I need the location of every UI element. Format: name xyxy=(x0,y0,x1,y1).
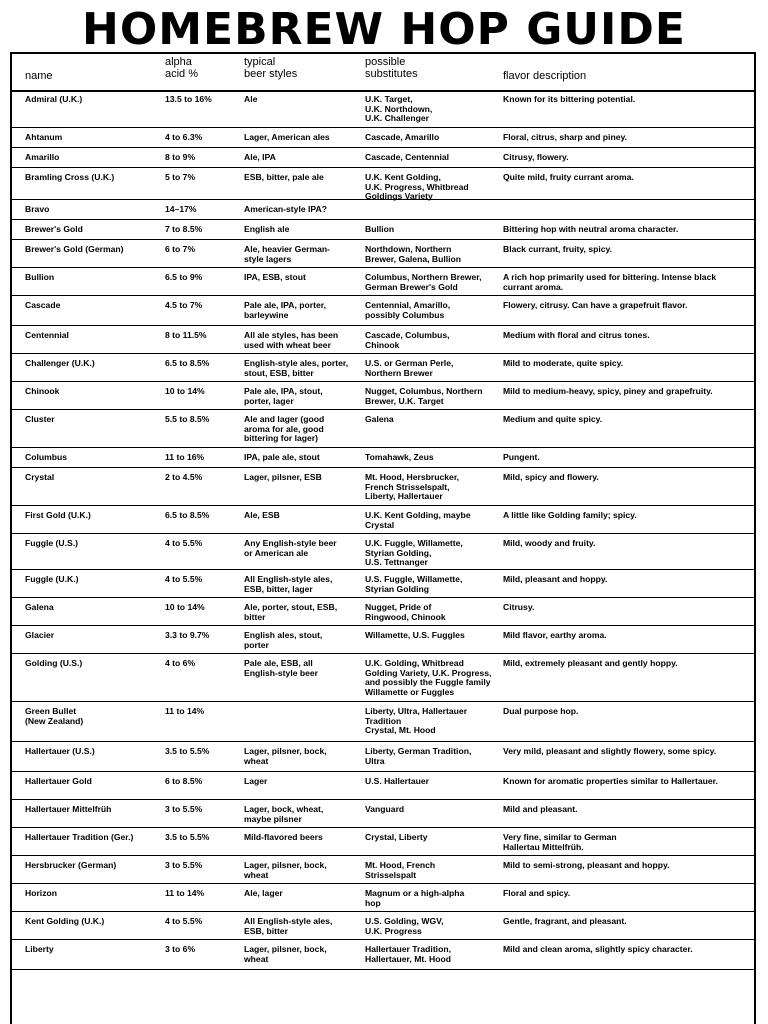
row-alpha: 3 to 6% xyxy=(165,944,196,954)
row-name: Bravo xyxy=(25,204,50,214)
row-alpha: 6 to 7% xyxy=(165,244,196,254)
row-styles: Any English-style beer or American ale xyxy=(244,538,337,558)
row-substitutes: U.S. Fuggle, Willamette, Styrian Golding xyxy=(365,574,463,594)
row-name: Horizon xyxy=(25,888,57,898)
table-row xyxy=(12,828,754,856)
row-alpha: 7 to 8.5% xyxy=(165,224,203,234)
row-substitutes: Mt. Hood, Hersbrucker, French Strisselspalt, Liberty, Hallertauer xyxy=(365,472,460,501)
row-substitutes: Cascade, Centennial xyxy=(365,152,450,162)
row-alpha: 3.3 to 9.7% xyxy=(165,630,210,640)
row-flavor: Mild and clean aroma, slightly spicy character. xyxy=(503,944,693,954)
row-substitutes: U.S. Hallertauer xyxy=(365,776,429,786)
row-flavor: Floral, citrus, sharp and piney. xyxy=(503,132,628,142)
table-row xyxy=(12,506,754,534)
row-alpha: 3.5 to 5.5% xyxy=(165,832,210,842)
row-styles: Lager, pilsner, ESB xyxy=(244,472,322,482)
row-substitutes: Columbus, Northern Brewer, German Brewer's Gold xyxy=(365,272,482,292)
table-row xyxy=(12,90,754,128)
row-alpha: 4 to 5.5% xyxy=(165,916,203,926)
row-flavor: Quite mild, fruity currant aroma. xyxy=(503,172,634,182)
row-alpha: 4 to 5.5% xyxy=(165,574,203,584)
row-name: Green Bullet (New Zealand) xyxy=(25,706,84,726)
row-substitutes: U.K. Fuggle, Willamette, Styrian Golding, U.S. Tettnanger xyxy=(365,538,463,567)
row-name: Challenger (U.K.) xyxy=(25,358,95,368)
table-row xyxy=(12,626,754,654)
row-name: Brewer's Gold (German) xyxy=(25,244,124,254)
row-styles: ESB, bitter, pale ale xyxy=(244,172,324,182)
row-alpha: 6.5 to 8.5% xyxy=(165,510,210,520)
row-flavor: Flowery, citrusy. Can have a grapefruit flavor. xyxy=(503,300,688,310)
row-alpha: 11 to 14% xyxy=(165,888,205,898)
row-name: Hallertauer Mittelfrüh xyxy=(25,804,112,814)
row-styles: Lager, pilsner, bock, wheat xyxy=(244,860,327,880)
row-alpha: 5.5 to 8.5% xyxy=(165,414,210,424)
row-styles: English ale xyxy=(244,224,290,234)
table-row xyxy=(12,168,754,200)
row-flavor: Known for aromatic properties similar to Hallertauer. xyxy=(503,776,718,786)
row-styles: Ale, ESB xyxy=(244,510,280,520)
row-substitutes: Willamette, U.S. Fuggles xyxy=(365,630,465,640)
row-substitutes: Northdown, Northern Brewer, Galena, Bullion xyxy=(365,244,461,264)
row-flavor: Known for its bittering potential. xyxy=(503,94,636,104)
row-styles: Lager xyxy=(244,776,268,786)
row-alpha: 13.5 to 16% xyxy=(165,94,212,104)
row-name: Fuggle (U.S.) xyxy=(25,538,78,548)
row-name: Admiral (U.K.) xyxy=(25,94,83,104)
row-substitutes: Cascade, Columbus, Chinook xyxy=(365,330,450,350)
row-substitutes: Magnum or a high-alpha hop xyxy=(365,888,465,908)
row-styles: Lager, pilsner, bock, wheat xyxy=(244,944,327,964)
row-styles: Lager, American ales xyxy=(244,132,330,142)
row-alpha: 4 to 6% xyxy=(165,658,196,668)
row-name: Centennial xyxy=(25,330,69,340)
table-row xyxy=(12,800,754,828)
row-flavor: Very mild, pleasant and slightly flowery, some spicy. xyxy=(503,746,717,756)
row-styles: Pale ale, IPA, porter, barleywine xyxy=(244,300,326,320)
row-alpha: 6.5 to 8.5% xyxy=(165,358,210,368)
row-styles: American-style IPA? xyxy=(244,204,327,214)
row-substitutes: Tomahawk, Zeus xyxy=(365,452,434,462)
table-row xyxy=(12,326,754,354)
row-substitutes: U.S. or German Perle, Northern Brewer xyxy=(365,358,454,378)
row-alpha: 3 to 5.5% xyxy=(165,804,203,814)
row-flavor: Medium with floral and citrus tones. xyxy=(503,330,650,340)
table-row xyxy=(12,654,754,702)
row-styles: English-style ales, porter, stout, ESB, bitter xyxy=(244,358,349,378)
row-flavor: Mild, extremely pleasant and gently hoppy. xyxy=(503,658,678,668)
row-substitutes: Hallertauer Tradition, Hallertauer, Mt. Hood xyxy=(365,944,451,964)
row-name: Hersbrucker (German) xyxy=(25,860,117,870)
row-alpha: 6 to 8.5% xyxy=(165,776,203,786)
row-alpha: 4 to 6.3% xyxy=(165,132,203,142)
row-styles: English ales, stout, porter xyxy=(244,630,323,650)
row-alpha: 3.5 to 5.5% xyxy=(165,746,210,756)
table-row xyxy=(12,240,754,268)
row-styles: Ale xyxy=(244,94,258,104)
row-styles: Pale ale, IPA, stout, porter, lager xyxy=(244,386,323,406)
row-alpha: 5 to 7% xyxy=(165,172,196,182)
row-name: Chinook xyxy=(25,386,60,396)
row-flavor: Mild, spicy and flowery. xyxy=(503,472,599,482)
table-row xyxy=(12,148,754,168)
row-name: Crystal xyxy=(25,472,55,482)
row-substitutes: Vanguard xyxy=(365,804,405,814)
row-name: Golding (U.S.) xyxy=(25,658,83,668)
row-flavor: Mild flavor, earthy aroma. xyxy=(503,630,607,640)
row-name: Fuggle (U.K.) xyxy=(25,574,79,584)
row-styles: Mild-flavored beers xyxy=(244,832,323,842)
row-flavor: Mild, woody and fruity. xyxy=(503,538,596,548)
row-name: Bullion xyxy=(25,272,55,282)
row-flavor: A rich hop primarily used for bittering. Intense black currant aroma. xyxy=(503,272,717,292)
row-name: Amarillo xyxy=(25,152,60,162)
table-row xyxy=(12,534,754,570)
page-title: HOMEBREW HOP GUIDE xyxy=(82,4,686,55)
row-alpha: 11 to 14% xyxy=(165,706,205,716)
row-substitutes: Centennial, Amarillo, possibly Columbus xyxy=(365,300,451,320)
row-alpha: 4 to 5.5% xyxy=(165,538,203,548)
row-styles: Ale and lager (good aroma for ale, good bittering for lager) xyxy=(244,414,325,443)
row-styles: IPA, ESB, stout xyxy=(244,272,306,282)
row-alpha: 2 to 4.5% xyxy=(165,472,203,482)
row-styles: Ale, heavier German- style lagers xyxy=(244,244,330,264)
row-alpha: 10 to 14% xyxy=(165,386,205,396)
row-substitutes: Nugget, Pride of Ringwood, Chinook xyxy=(365,602,446,622)
table-row xyxy=(12,448,754,468)
row-alpha: 3 to 5.5% xyxy=(165,860,203,870)
header-alpha: alpha acid % xyxy=(165,56,199,80)
row-alpha: 4.5 to 7% xyxy=(165,300,203,310)
row-substitutes: Mt. Hood, French Strisselspalt xyxy=(365,860,436,880)
row-substitutes: U.K. Golding, Whitbread Golding Variety, U.K. Progress, and possibly the Fuggle family Willamette or Fuggles xyxy=(365,658,492,697)
row-styles: IPA, pale ale, stout xyxy=(244,452,320,462)
row-flavor: Mild and pleasant. xyxy=(503,804,578,814)
table-row xyxy=(12,856,754,884)
row-alpha: 14–17% xyxy=(165,204,197,214)
row-substitutes: U.K. Kent Golding, maybe Crystal xyxy=(365,510,471,530)
table-row xyxy=(12,354,754,382)
row-alpha: 8 to 9% xyxy=(165,152,196,162)
table-row xyxy=(12,570,754,598)
row-flavor: Very fine, similar to German Hallertau Mittelfrüh. xyxy=(503,832,617,852)
row-name: First Gold (U.K.) xyxy=(25,510,91,520)
row-flavor: Mild to semi-strong, pleasant and hoppy. xyxy=(503,860,670,870)
row-styles: Pale ale, ESB, all English-style beer xyxy=(244,658,319,678)
table-row xyxy=(12,772,754,800)
row-alpha: 10 to 14% xyxy=(165,602,205,612)
row-substitutes: Bullion xyxy=(365,224,395,234)
table-row xyxy=(12,296,754,326)
row-name: Brewer's Gold xyxy=(25,224,83,234)
row-name: Ahtanum xyxy=(25,132,63,142)
table-row xyxy=(12,200,754,220)
table-row xyxy=(12,220,754,240)
row-flavor: Floral and spicy. xyxy=(503,888,571,898)
row-styles: Ale, IPA xyxy=(244,152,276,162)
row-name: Bramling Cross (U.K.) xyxy=(25,172,115,182)
row-substitutes: Galena xyxy=(365,414,394,424)
table-row xyxy=(12,410,754,448)
row-styles: Ale, lager xyxy=(244,888,283,898)
row-substitutes: Nugget, Columbus, Northern Brewer, U.K. Target xyxy=(365,386,483,406)
row-styles: Lager, pilsner, bock, wheat xyxy=(244,746,327,766)
row-styles: Ale, porter, stout, ESB, bitter xyxy=(244,602,338,622)
table-row xyxy=(12,598,754,626)
table-row xyxy=(12,940,754,970)
row-substitutes: U.S. Golding, WGV, U.K. Progress xyxy=(365,916,444,936)
row-substitutes: U.K. Target, U.K. Northdown, U.K. Challenger xyxy=(365,94,433,123)
row-flavor: Bittering hop with neutral aroma character. xyxy=(503,224,679,234)
row-flavor: Medium and quite spicy. xyxy=(503,414,603,424)
row-flavor: Mild to moderate, quite spicy. xyxy=(503,358,624,368)
row-name: Kent Golding (U.K.) xyxy=(25,916,105,926)
row-flavor: A little like Golding family; spicy. xyxy=(503,510,637,520)
table-row xyxy=(12,742,754,772)
header-styles: typical beer styles xyxy=(244,56,298,80)
row-alpha: 8 to 11.5% xyxy=(165,330,207,340)
table-row xyxy=(12,702,754,742)
row-name: Cluster xyxy=(25,414,55,424)
row-name: Hallertauer Gold xyxy=(25,776,92,786)
row-name: Galena xyxy=(25,602,54,612)
table-row xyxy=(12,268,754,296)
hop-table xyxy=(10,52,756,1024)
row-flavor: Citrusy. xyxy=(503,602,535,612)
row-flavor: Mild to medium-heavy, spicy, piney and grapefruity. xyxy=(503,386,713,396)
row-flavor: Pungent. xyxy=(503,452,540,462)
table-header xyxy=(12,54,754,92)
header-name: name xyxy=(25,70,53,82)
row-alpha: 11 to 16% xyxy=(165,452,205,462)
header-substitutes: possible substitutes xyxy=(365,56,418,80)
row-name: Cascade xyxy=(25,300,61,310)
row-name: Glacier xyxy=(25,630,55,640)
row-substitutes: U.K. Kent Golding, U.K. Progress, Whitbread Goldings Variety xyxy=(365,172,469,201)
row-styles: All English-style ales, ESB, bitter xyxy=(244,916,333,936)
row-substitutes: Liberty, German Tradition, Ultra xyxy=(365,746,472,766)
row-flavor: Black currant, fruity, spicy. xyxy=(503,244,613,254)
row-substitutes: Crystal, Liberty xyxy=(365,832,428,842)
row-flavor: Citrusy, flowery. xyxy=(503,152,569,162)
row-name: Hallertauer Tradition (Ger.) xyxy=(25,832,134,842)
table-row xyxy=(12,128,754,148)
row-name: Hallertauer (U.S.) xyxy=(25,746,95,756)
row-styles: All English-style ales, ESB, bitter, lager xyxy=(244,574,333,594)
row-substitutes: Liberty, Ultra, Hallertauer Tradition Crystal, Mt. Hood xyxy=(365,706,468,735)
row-flavor: Mild, pleasant and hoppy. xyxy=(503,574,608,584)
row-styles: Lager, bock, wheat, maybe pilsner xyxy=(244,804,324,824)
table-row xyxy=(12,468,754,506)
table-row xyxy=(12,382,754,410)
row-substitutes: Cascade, Amarillo xyxy=(365,132,440,142)
row-flavor: Dual purpose hop. xyxy=(503,706,579,716)
row-name: Columbus xyxy=(25,452,68,462)
row-alpha: 6.5 to 9% xyxy=(165,272,203,282)
row-name: Liberty xyxy=(25,944,54,954)
header-flavor: flavor description xyxy=(503,70,587,82)
table-row xyxy=(12,884,754,912)
table-row xyxy=(12,912,754,940)
row-styles: All ale styles, has been used with wheat beer xyxy=(244,330,339,350)
row-flavor: Gentle, fragrant, and pleasant. xyxy=(503,916,627,926)
